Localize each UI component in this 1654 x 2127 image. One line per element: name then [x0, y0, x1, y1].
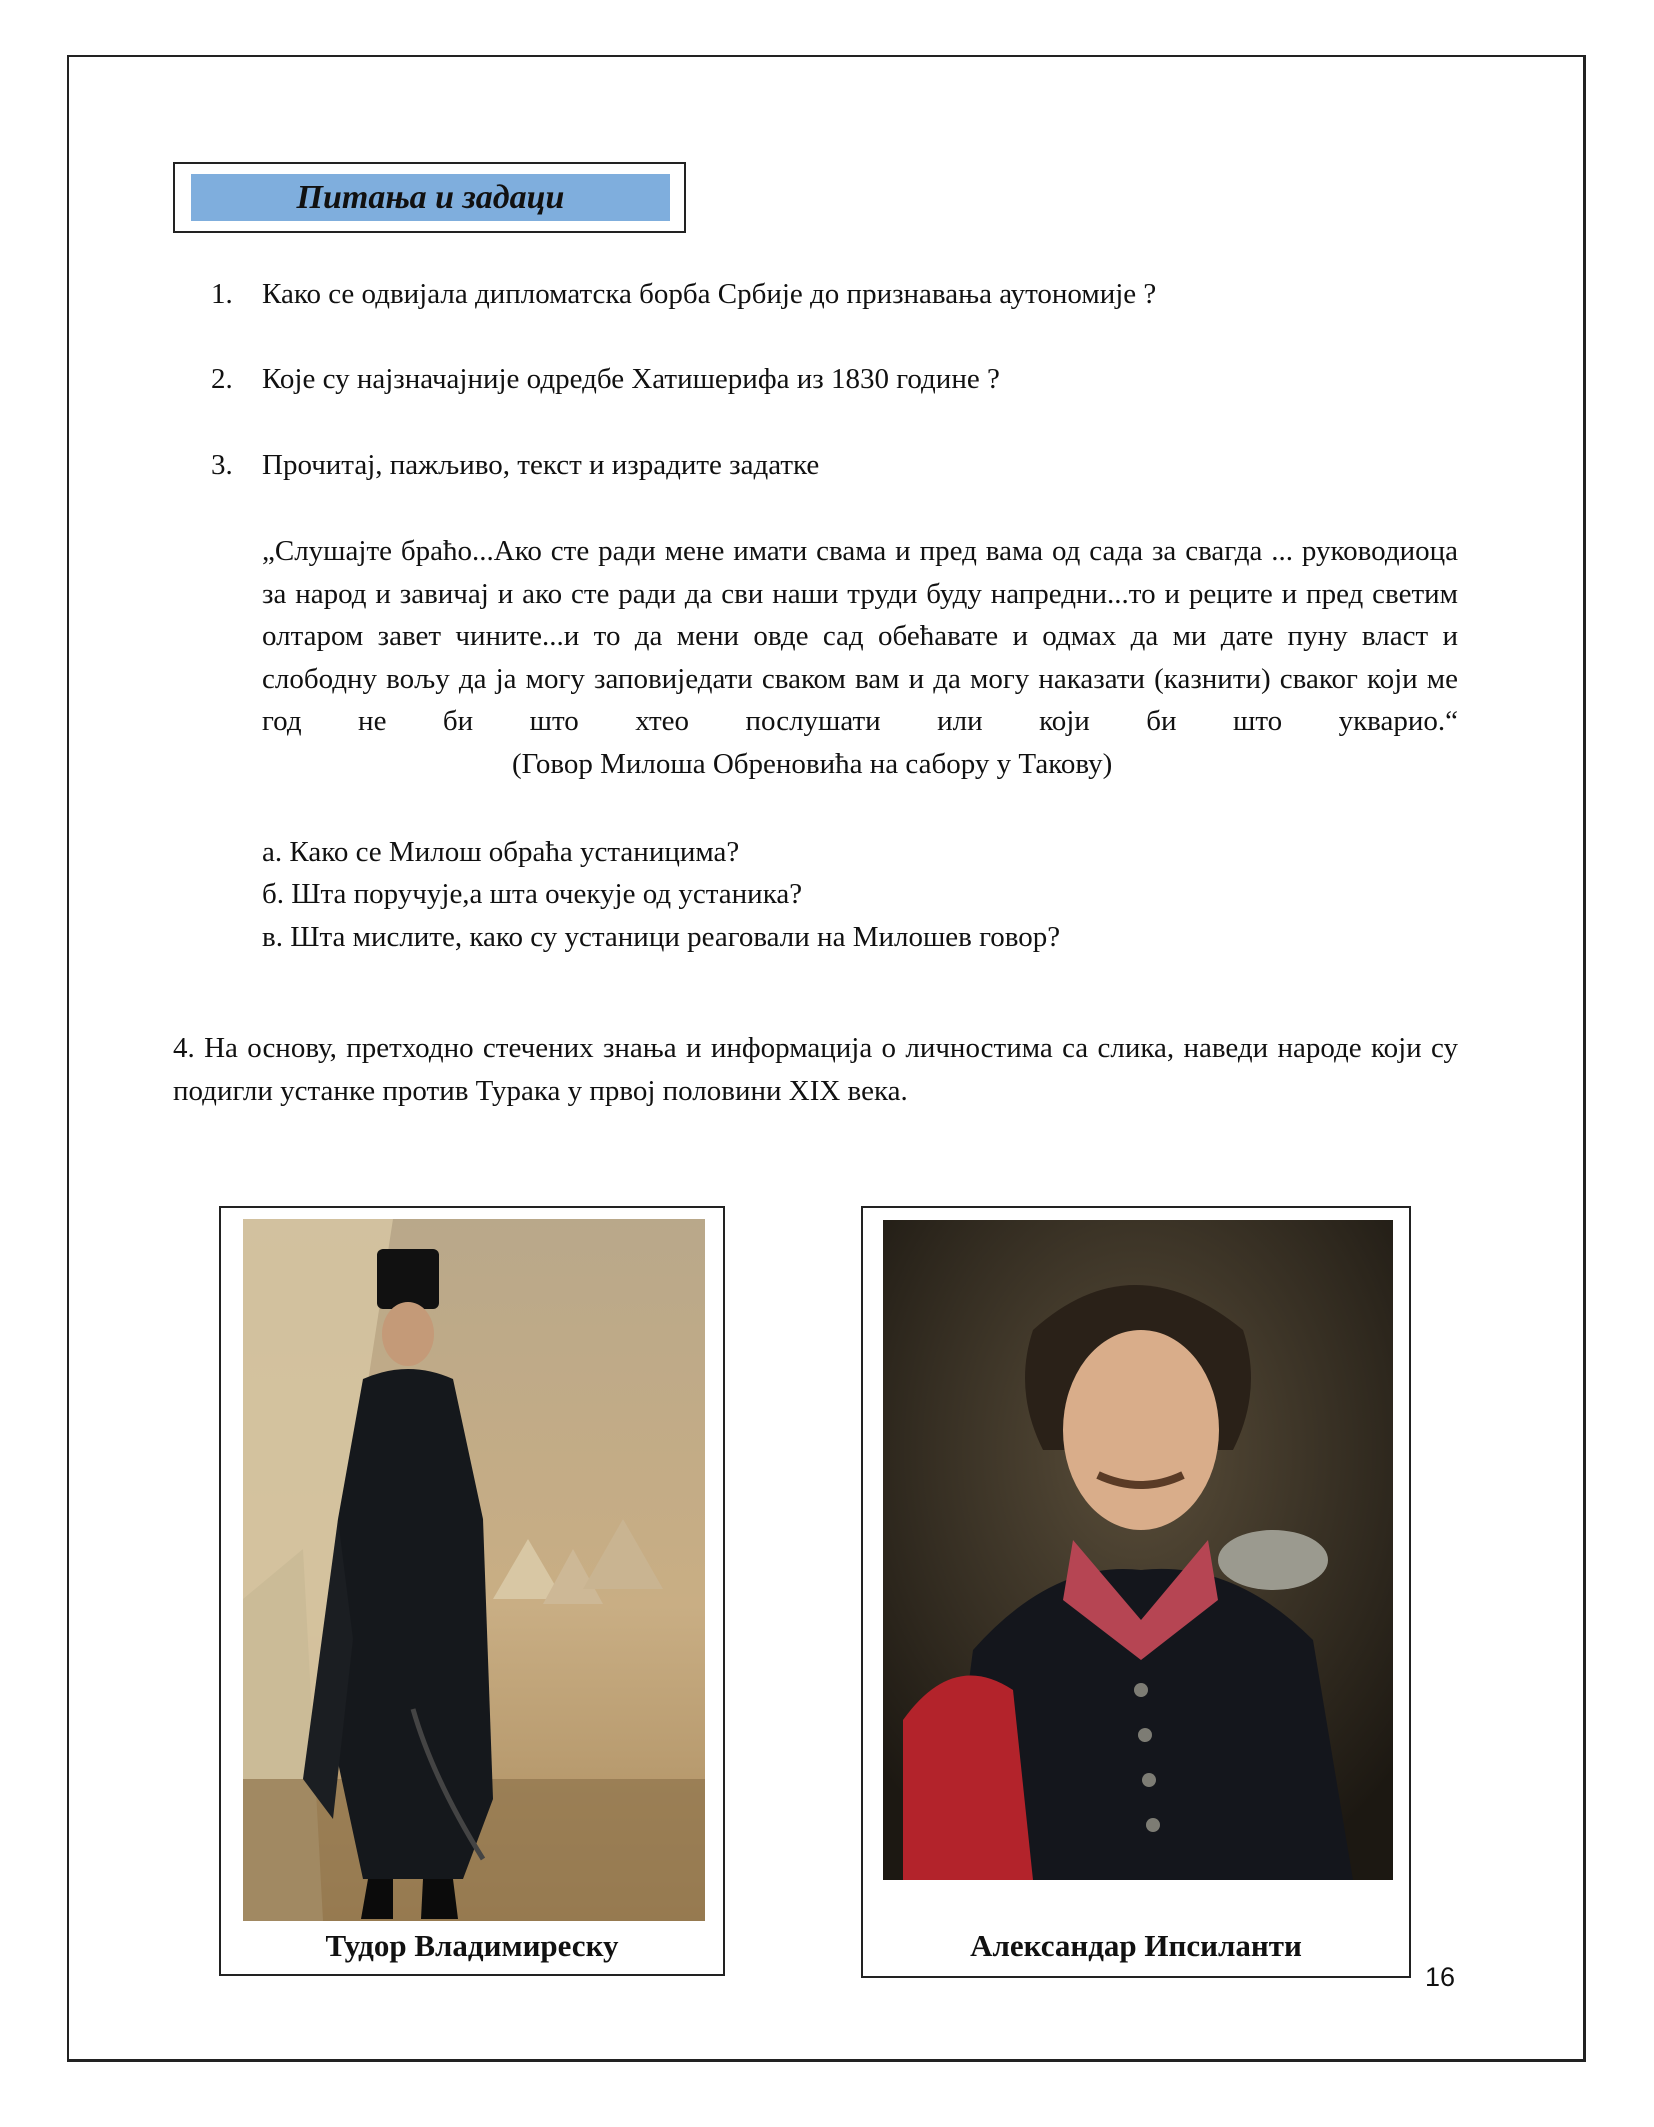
question-1-number: 1. — [211, 278, 233, 310]
question-1-text: Како се одвијала дипломатска борба Србије до признавања аутономије ? — [262, 278, 1157, 310]
question-3-text: Прочитај, пажљиво, текст и израдите задатке — [262, 449, 820, 481]
subquestion-b: б. Шта поручује,а шта очекује од устаника? — [262, 878, 803, 910]
portrait-vladimirescu-image — [243, 1219, 705, 1921]
question-4: 4. На основу, претходно стечених знања и информација о личностима са слика, наведи народе који су подигли устанке против Турака у првој половини XIX века. — [173, 1032, 1458, 1107]
question-2-number: 2. — [211, 363, 233, 395]
portrait-ypsilantis-caption: Александар Ипсиланти — [970, 1928, 1302, 1963]
section-heading-box — [173, 162, 686, 233]
section-heading: Питања и задаци — [191, 174, 670, 221]
subquestion-a: а. Како се Милош обраћа устаницима? — [262, 836, 740, 868]
question-3-number: 3. — [211, 449, 233, 481]
portrait-card-ypsilantis — [861, 1206, 1411, 1978]
portrait-vladimirescu-caption: Тудор Владимиреску — [325, 1928, 619, 1963]
question-2-text: Које су најзначајније одредбе Хатишерифа из 1830 године ? — [262, 363, 1000, 395]
quote-source: (Говор Милоша Обреновића на сабору у Такову) — [512, 747, 1113, 780]
subquestion-c: в. Шта мислите, како су устаници реаговали на Милошев говор? — [262, 921, 1061, 953]
quote-text: „Слушајте браћо...Ако сте ради мене имати свама и пред вама од сада за свагда ... руководиоца за народ и завичај и ако сте ради да сви наши труди буду напредни...то и реците и пред светим олтаром завет чините...и то да мени овде сад обећавате и одмах да ми дате пуну власт и слободну вољу да ја могу заповиједати сваком вам и да могу наказати (казнити) сваког који ме год не би што хтео послушати или који би што укварио.“ — [262, 535, 1458, 737]
quote-block — [262, 530, 1458, 785]
page-number: 16 — [1425, 1962, 1456, 1992]
portrait-ypsilantis-image — [883, 1220, 1393, 1880]
portrait-card-vladimirescu — [219, 1206, 725, 1976]
